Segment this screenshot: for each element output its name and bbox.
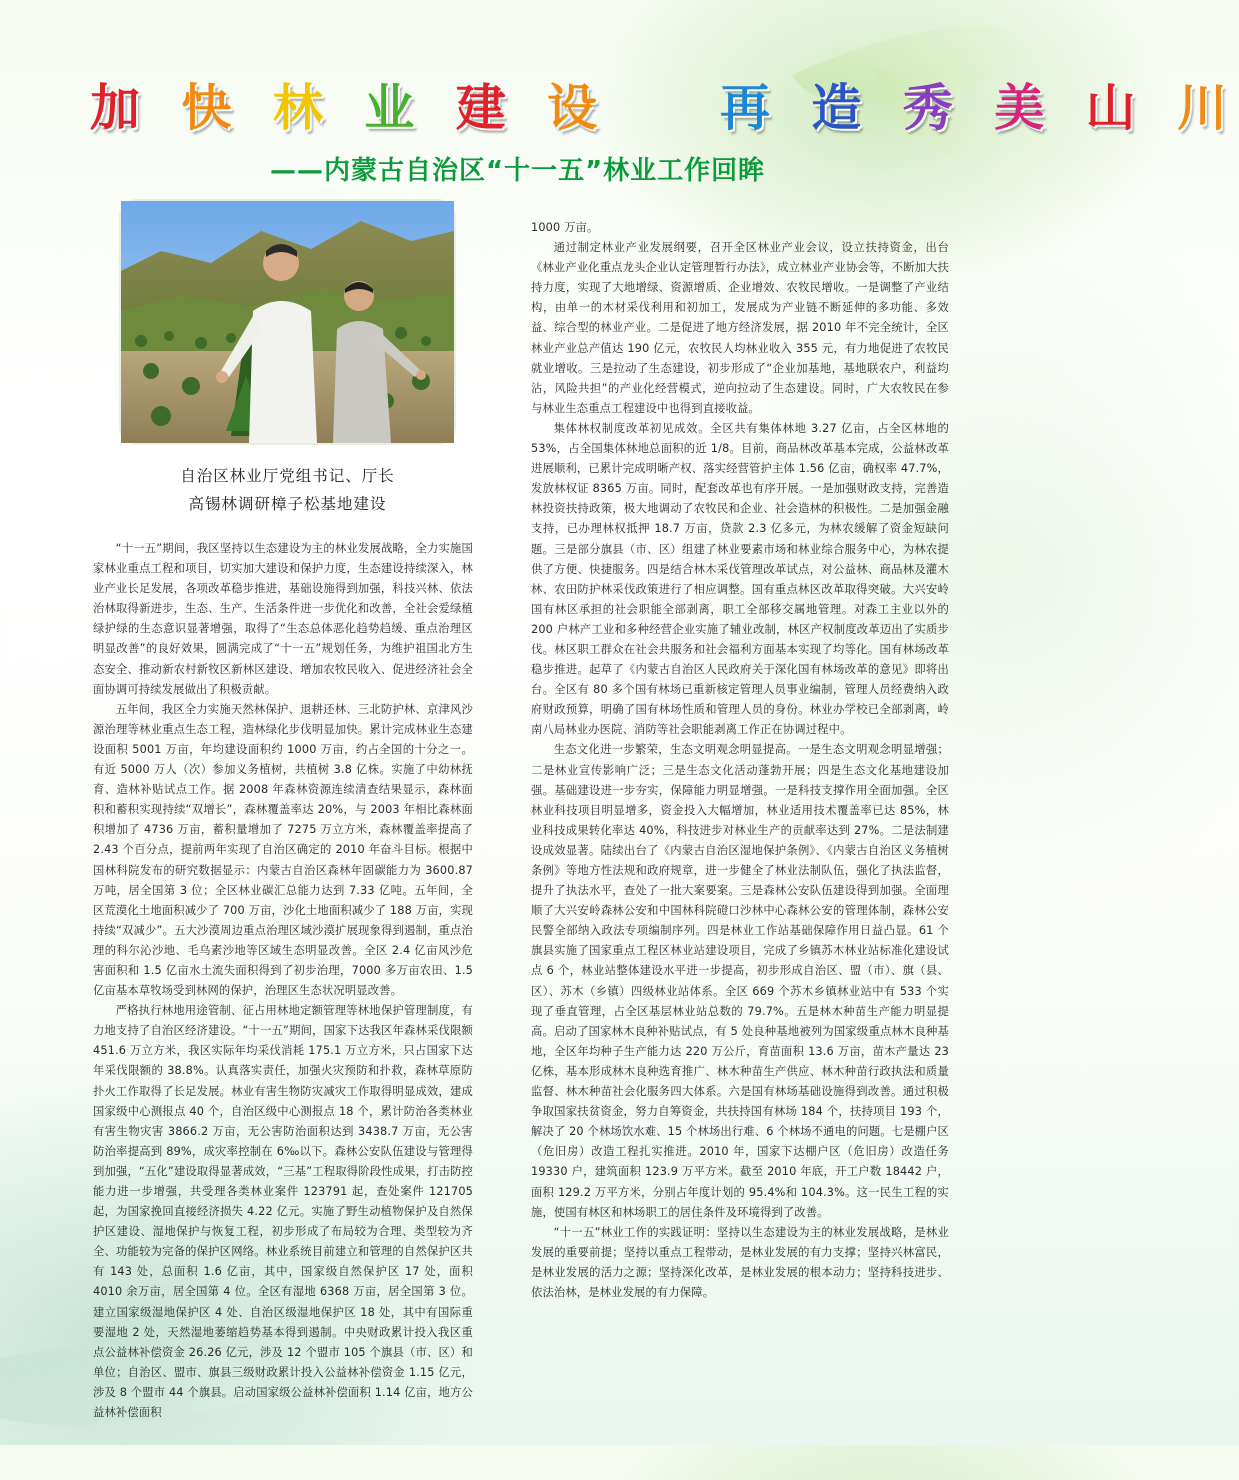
paragraph: 五年间，我区全力实施天然林保护、退耕还林、三北防护林、京津风沙源治理等林业重点生态工程，造林绿化步伐明显加快。累计完成林业生态建设面积 5001 万亩，年均建设面积约 1000 万亩，约占全国的十分之一。有近 5000 万人（次）参加义务植树，共植树 3.8 亿株。实施了中幼林抚育、造林补贴试点工作。据 2008 年森林资源连续清查结果显示，森林面积和蓄积实现持续“双增长”，森林覆盖率达 20%，与 2003 年相比森林面积增加了 4736 万亩，蓄积量增加了 7275 万立方米，森林覆盖率提高了 2.43 个百分点，提前两年实现了自治区确定的 2010 年奋斗目标。根据中国林科院发布的研究数据显示：内蒙古自治区森林年固碳能力为 3600.87 万吨，居全国第 3 位；全区林业碳汇总能力达到 7.33 亿吨。五年间，全区荒漠化土地面积减少了 700 万亩，沙化土地面积减少了 188 万亩，实现持续“双减少”。五大沙漠周边重点治理区域沙漠扩展现象得到遏制，重点治理的科尔沁沙地、毛乌素沙地等区域生态明显改善。全区 2.4 亿亩风沙危害面积和 1.5 亿亩水土流失面积得到了初步治理，7000 多万亩农田、1.5 亿亩基本草牧场受到林网的保护，治理区生态状况明显改善。 xyxy=(93,702,473,998)
paragraph: “十一五”期间，我区坚持以生态建设为主的林业发展战略，全力实施国家林业重点工程和项目，切实加大建设和保护力度，生态建设持续深入，林业产业长足发展，各项改革稳步推进，基础设施得到加强，科技兴林、依法治林取得新进步，生态、生产、生活条件进一步优化和改善，全社会爱绿植绿护绿的生态意识显著增强，取得了“生态总体恶化趋势趋缓、重点治理区明显改善”的良好效果，圆满完成了“十一五”规划任务，为维护祖国北方生态安全、推动新农村新牧区新林区建设、增加农牧民收入、促进经济社会全面协调可持续发展做出了积极贡献。 xyxy=(93,542,473,696)
title-char: 川 xyxy=(1177,79,1239,137)
article-left-column xyxy=(93,539,473,1423)
feature-photo xyxy=(121,201,454,443)
paragraph: 生态文化进一步繁荣，生态文明观念明显提高。一是生态文明观念明显增强；二是林业宣传影响广泛；三是生态文化活动蓬勃开展；四是生态文化基地建设加强。基础建设进一步夯实，保障能力明显增强。一是科技支撑作用全面加强。全区林业科技项目明显增多，资金投入大幅增加，林业适用技术覆盖率已达 85%，林业科技成果转化率达 40%，科技进步对林业生产的贡献率达到 27%。二是法制建设成效显著。陆续出台了《内蒙古自治区湿地保护条例》、《内蒙古自治区义务植树条例》等地方性法规和政府规章，进一步健全了林业法制队伍，强化了执法监督，提升了执法水平，查处了一批大案要案。三是森林公安队伍建设得到加强。全面理顺了大兴安岭森林公安和中国林科院磴口沙林中心森林公安的管理体制，森林公安民警全部纳入政法专项编制序列。四是林业工作站基础保障作用日益凸显。61 个旗县实施了国家重点工程区林业站建设项目，完成了乡镇苏木林业站标准化建设试点 6 个，林业站整体建设水平进一步提高，初步形成自治区、盟（市）、旗（县、区）、苏木（乡镇）四级林业站体系。全区 669 个苏木乡镇林业站中有 533 个实现了垂直管理，占全区基层林业站总数的 79.7%。五是林木种苗生产能力明显提高。启动了国家林木良种补贴试点，有 5 处良种基地被列为国家级重点林木良种基地，全区年均种子生产能力达 220 万公斤，育苗面积 13.6 万亩，苗木产量达 23 亿株，基本形成林木良种选育推广、林木种苗生产供应、林木种苗行政执法和质量监督、林木种苗社会化服务四大体系。六是国有林场基础设施得到改善。通过积极争取国家扶贫资金，努力自筹资金，共扶持国有林场 184 个，扶持项目 193 个，解决了 20 个林场饮水难、15 个林场出行难、6 个林场不通电的问题。七是棚户区（危旧房）改造工程扎实推进。2010 年，国家下达棚户区（危旧房）改造任务 19330 户，建筑面积 123.9 万平方米。截至 2010 年底，开工户数 18442 户，面积 129.2 万平方米，分别占年度计划的 95.4%和 104.3%。这一民生工程的实施，使国有林区和林场职工的居住条件及环境得到了改善。 xyxy=(531,743,949,1219)
page-subtitle: ——内蒙古自治区“十一五”林业工作回眸 xyxy=(270,156,766,186)
title-char: 美 xyxy=(994,79,1057,137)
caption-line: 自治区林业厅党组书记、厅长 xyxy=(180,467,395,485)
title-char: 业 xyxy=(364,79,427,137)
paragraph: 集体林权制度改革初见成效。全区共有集体林地 3.27 亿亩，占全区林地的 53%，占全国集体林地总面积的近 1/8。目前，商品林改革基本完成，公益林改革进展顺利，已累计完成明晰产权、落实经营管护主体 1.56 亿亩，确权率 47.7%，发放林权证 8365 万亩。同时，配套改革也有序开展。一是加强财政支持，完善造林投资扶持政策，极大地调动了农牧民和企业、社会造林的积极性。二是加强金融支持，已办理林权抵押 18.7 万亩，贷款 2.3 亿多元，为林农缓解了资金短缺问题。三是部分旗县（市、区）组建了林业要素市场和林业综合服务中心，为林农提供了方便、快捷服务。四是结合林木采伐管理改革试点，对公益林、商品林及灌木林、农田防护林采伐政策进行了相应调整。国有重点林区改革取得突破。大兴安岭国有林区承担的社会职能全部剥离，职工全部移交属地管理。对森工主业以外的 200 户林产工业和多种经营企业实施了辅业改制，林区产权制度改革迈出了实质步伐。林区职工群众在社会共服务和社会福利方面基本实现了均等化。国有林场改革稳步推进。起草了《内蒙古自治区人民政府关于深化国有林场改革的意见》即将出台。全区有 80 多个国有林场已重新核定管理人员事业编制，管理人员经费纳入政府财政预算，明确了国有林场性质和管理人员的身份。林业办学校已全部剥离，岭南八局林业办医院、消防等社会职能剥离工作正在协调过程中。 xyxy=(531,421,949,737)
title-char: 建 xyxy=(455,79,518,137)
caption-line: 高锡林调研樟子松基地建设 xyxy=(188,495,387,513)
title-char: 秀 xyxy=(902,79,965,137)
article-right-column xyxy=(531,218,949,1303)
page-title xyxy=(90,68,1239,138)
title-char: 加 xyxy=(90,79,152,137)
title-char: 快 xyxy=(181,79,244,137)
title-char: 林 xyxy=(272,79,335,137)
paragraph: 通过制定林业产业发展纲要，召开全区林业产业会议，设立扶持资金，出台《林业产业化重点龙头企业认定管理暂行办法》，成立林业产业协会等，不断加大扶持力度，实现了大地增绿、资源增质、企业增效、农牧民增收。一是调整了产业结构，由单一的木材采伐利用和初加工，发展成为产业链不断延伸的多功能、多效益、综合型的林业产业。二是促进了地方经济发展，据 2010 年不完全统计，全区林业产业总产值达 190 亿元，农牧民人均林业收入 355 元，有力地促进了农牧民就业增收。三是拉动了生态建设，初步形成了“企业加基地，基地联农户，利益均沾，风险共担”的产业化经营模式，逆向拉动了生态建设。同时，广大农牧民在参与林业生态重点工程建设中也得到直接收益。 xyxy=(531,241,949,415)
paragraph: 1000 万亩。 xyxy=(531,221,599,234)
title-char: 设 xyxy=(547,79,610,137)
title-char: 造 xyxy=(811,79,874,137)
paragraph: “十一五”林业工作的实践证明：坚持以生态建设为主的林业发展战略，是林业发展的重要前提；坚持以重点工程带动，是林业发展的有力支撑；坚持兴林富民，是林业发展的活力之源；坚持深化改革，是林业发展的根本动力；坚持科技进步、依法治林，是林业发展的有力保障。 xyxy=(531,1225,949,1299)
title-char: 再 xyxy=(719,79,782,137)
photo-caption xyxy=(121,462,454,518)
title-char: 山 xyxy=(1085,79,1148,137)
paragraph: 严格执行林地用途管制、征占用林地定额管理等林地保护管理制度，有力地支持了自治区经济建设。“十一五”期间，国家下达我区年森林采伐限额 451.6 万立方米，我区实际年均采伐消耗 175.1 万立方米，只占国家下达年采伐限额的 38.8%。认真落实责任，加强火灾预防和扑救，森林草原防扑火工作取得了长足发展。林业有害生物防灾减灾工作取得明显成效，建成国家级中心测报点 40 个，自治区级中心测报点 18 个，累计防治各类林业有害生物灾害 3866.2 万亩，无公害防治面积达到 3438.7 万亩，无公害防治率提高到 89%，成灾率控制在 6‰以下。森林公安队伍建设与管理得到加强，“五化”建设取得显著成效，“三基”工程取得阶段性成果，打击防控能力进一步增强，共受理各类林业案件 123791 起，查处案件 121705 起，为国家挽回直接经济损失 4.22 亿元。实施了野生动植物保护及自然保护区建设、湿地保护与恢复工程，初步形成了布局较为合理、类型较为齐全、功能较为完备的保护区网络。林业系统目前建立和管理的自然保护区共有 143 处，总面积 1.6 亿亩，其中，国家级自然保护区 17 处，面积 4010 余万亩，居全国第 4 位。全区有湿地 6368 万亩，居全国第 3 位。建立国家级湿地保护区 4 处、自治区级湿地保护区 18 处，其中有国际重要湿地 2 处，天然湿地萎缩趋势基本得到遏制。中央财政累计投入我区重点公益林补偿资金 26.26 亿元，涉及 12 个盟市 105 个旗县（市、区）和单位；自治区、盟市、旗县三级财政累计投入公益林补偿资金 1.15 亿元，涉及 8 个盟市 44 个旗县。启动国家级公益林补偿面积 1.14 亿亩，地方公益林补偿面积 xyxy=(93,1004,473,1420)
